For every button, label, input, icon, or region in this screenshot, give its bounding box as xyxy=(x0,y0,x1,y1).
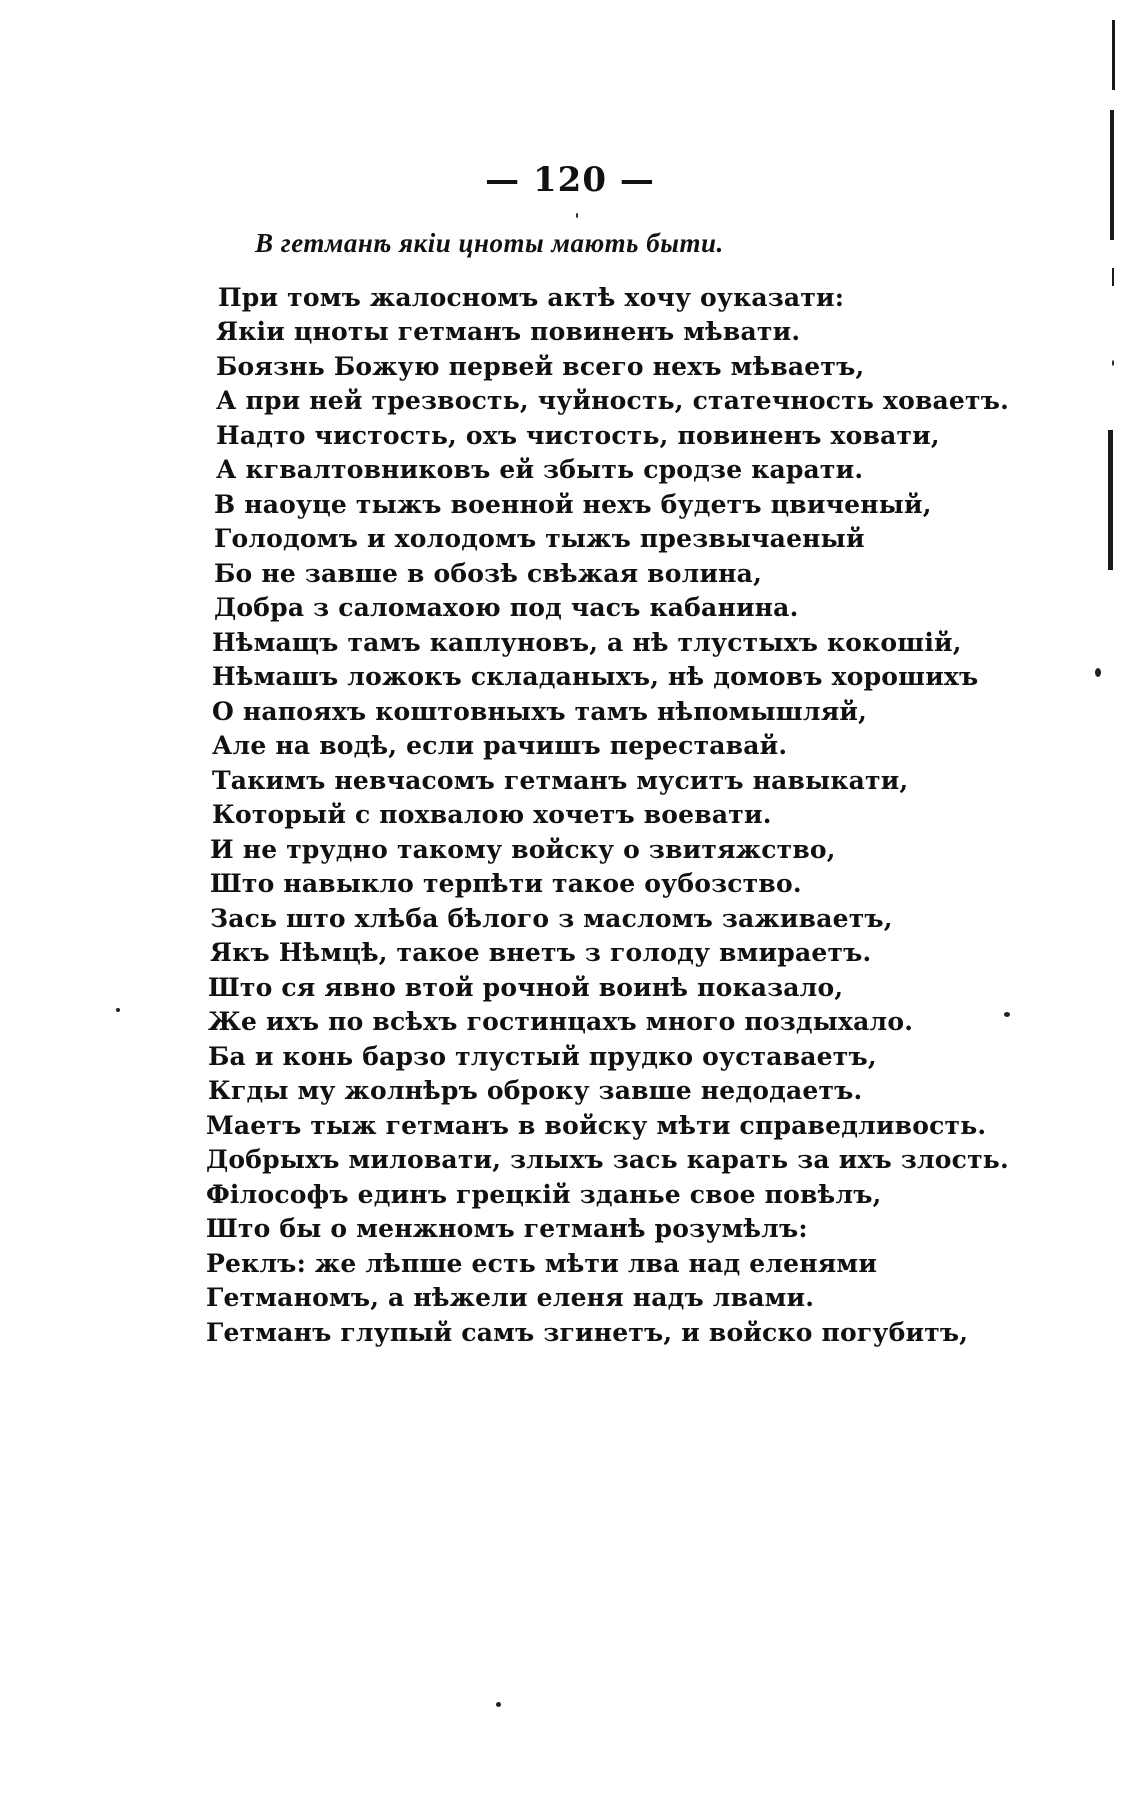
poem-line: А кгвалтовниковъ ей збыть сродзе карати. xyxy=(216,455,864,484)
poem-line: Нѣмашъ ложокъ складаныхъ, нѣ домовъ хорошихъ xyxy=(212,662,979,691)
poem-line: Кгды му жолнѣръ оброку завше недодаетъ. xyxy=(208,1076,863,1105)
poem-line: Філософъ единъ грецкій зданье свое повѣлъ, xyxy=(206,1180,882,1209)
poem-line: Надто чистость, охъ чистость, повиненъ ховати, xyxy=(216,421,940,450)
scan-edge-mark xyxy=(1112,20,1115,90)
poem-line: При томъ жалосномъ актѣ хочу оуказати: xyxy=(218,283,845,312)
poem-line: Бо не завше в обозѣ свѣжая волина, xyxy=(214,559,762,588)
scan-edge-mark xyxy=(1108,430,1113,570)
poem-line: Гетманомъ, а нѣжели еленя надъ лвами. xyxy=(206,1283,815,1312)
poem-line: Добра з саломахою под часъ кабанина. xyxy=(214,593,799,622)
poem-line: Маетъ тыж гетманъ в войску мѣти справедливость. xyxy=(206,1111,987,1140)
poem-line: Што ся явно втой рочной воинѣ показало, xyxy=(208,973,844,1002)
poem-line: Реклъ: же лѣпше есть мѣти лва над еленями xyxy=(206,1249,878,1278)
poem-line: Боязнь Божую первей всего нехъ мѣваетъ, xyxy=(216,352,865,381)
poem-line: Гетманъ глупый самъ згинетъ, и войско погубитъ, xyxy=(206,1318,969,1347)
scan-speck xyxy=(116,1008,120,1012)
poem-line: Который с похвалою хочетъ воевати. xyxy=(212,800,772,829)
poem-line: Нѣмащъ тамъ каплуновъ, а нѣ тлустыхъ кокошій, xyxy=(212,628,962,657)
poem-line: О напояхъ коштовныхъ тамъ нѣпомышляй, xyxy=(212,697,868,726)
poem-line: Што навыкло терпѣти такое оубозство. xyxy=(210,869,802,898)
poem-line: Якъ Нѣмцѣ, такое внетъ з голоду вмираетъ. xyxy=(210,938,872,967)
scan-edge-mark xyxy=(1112,268,1114,286)
poem-line: Што бы о менжномъ гетманѣ розумѣлъ: xyxy=(206,1214,808,1243)
scan-speck xyxy=(496,1702,501,1707)
poem-line: Якіи цноты гетманъ повиненъ мѣвати. xyxy=(216,317,801,346)
poem-line: Ба и конь барзо тлустый прудко оуставаетъ, xyxy=(208,1042,877,1071)
poem-line: Зась што хлѣба бѣлого з масломъ заживаетъ, xyxy=(210,904,893,933)
poem-line: Але на водѣ, если рачишъ переставай. xyxy=(212,731,788,760)
page-number: — 120 — xyxy=(485,160,655,200)
poem-line: В наоуце тыжъ военной нехъ будетъ цвиченый, xyxy=(214,490,932,519)
scan-speck xyxy=(1112,360,1114,366)
poem-line: Же ихъ по всѣхъ гостинцахъ много поздыхало. xyxy=(208,1007,914,1036)
poem-line: Такимъ невчасомъ гетманъ муситъ навыкати, xyxy=(212,766,909,795)
poem-line: А при ней трезвость, чуйность, статечность ховаетъ. xyxy=(216,386,1010,415)
scan-speck xyxy=(576,213,578,218)
poem-line: И не трудно такому войску о звитяжство, xyxy=(210,835,836,864)
poem-line: Голодомъ и холодомъ тыжъ презвычаеный xyxy=(214,524,865,553)
scan-edge-mark xyxy=(1110,110,1114,240)
section-heading: В гетманѣ якіи цноты мають быти. xyxy=(255,228,724,258)
poem-line: Добрыхъ миловати, злыхъ зась карать за ихъ злость. xyxy=(206,1145,1009,1174)
scan-speck xyxy=(1095,668,1101,677)
scan-speck xyxy=(1004,1012,1010,1017)
